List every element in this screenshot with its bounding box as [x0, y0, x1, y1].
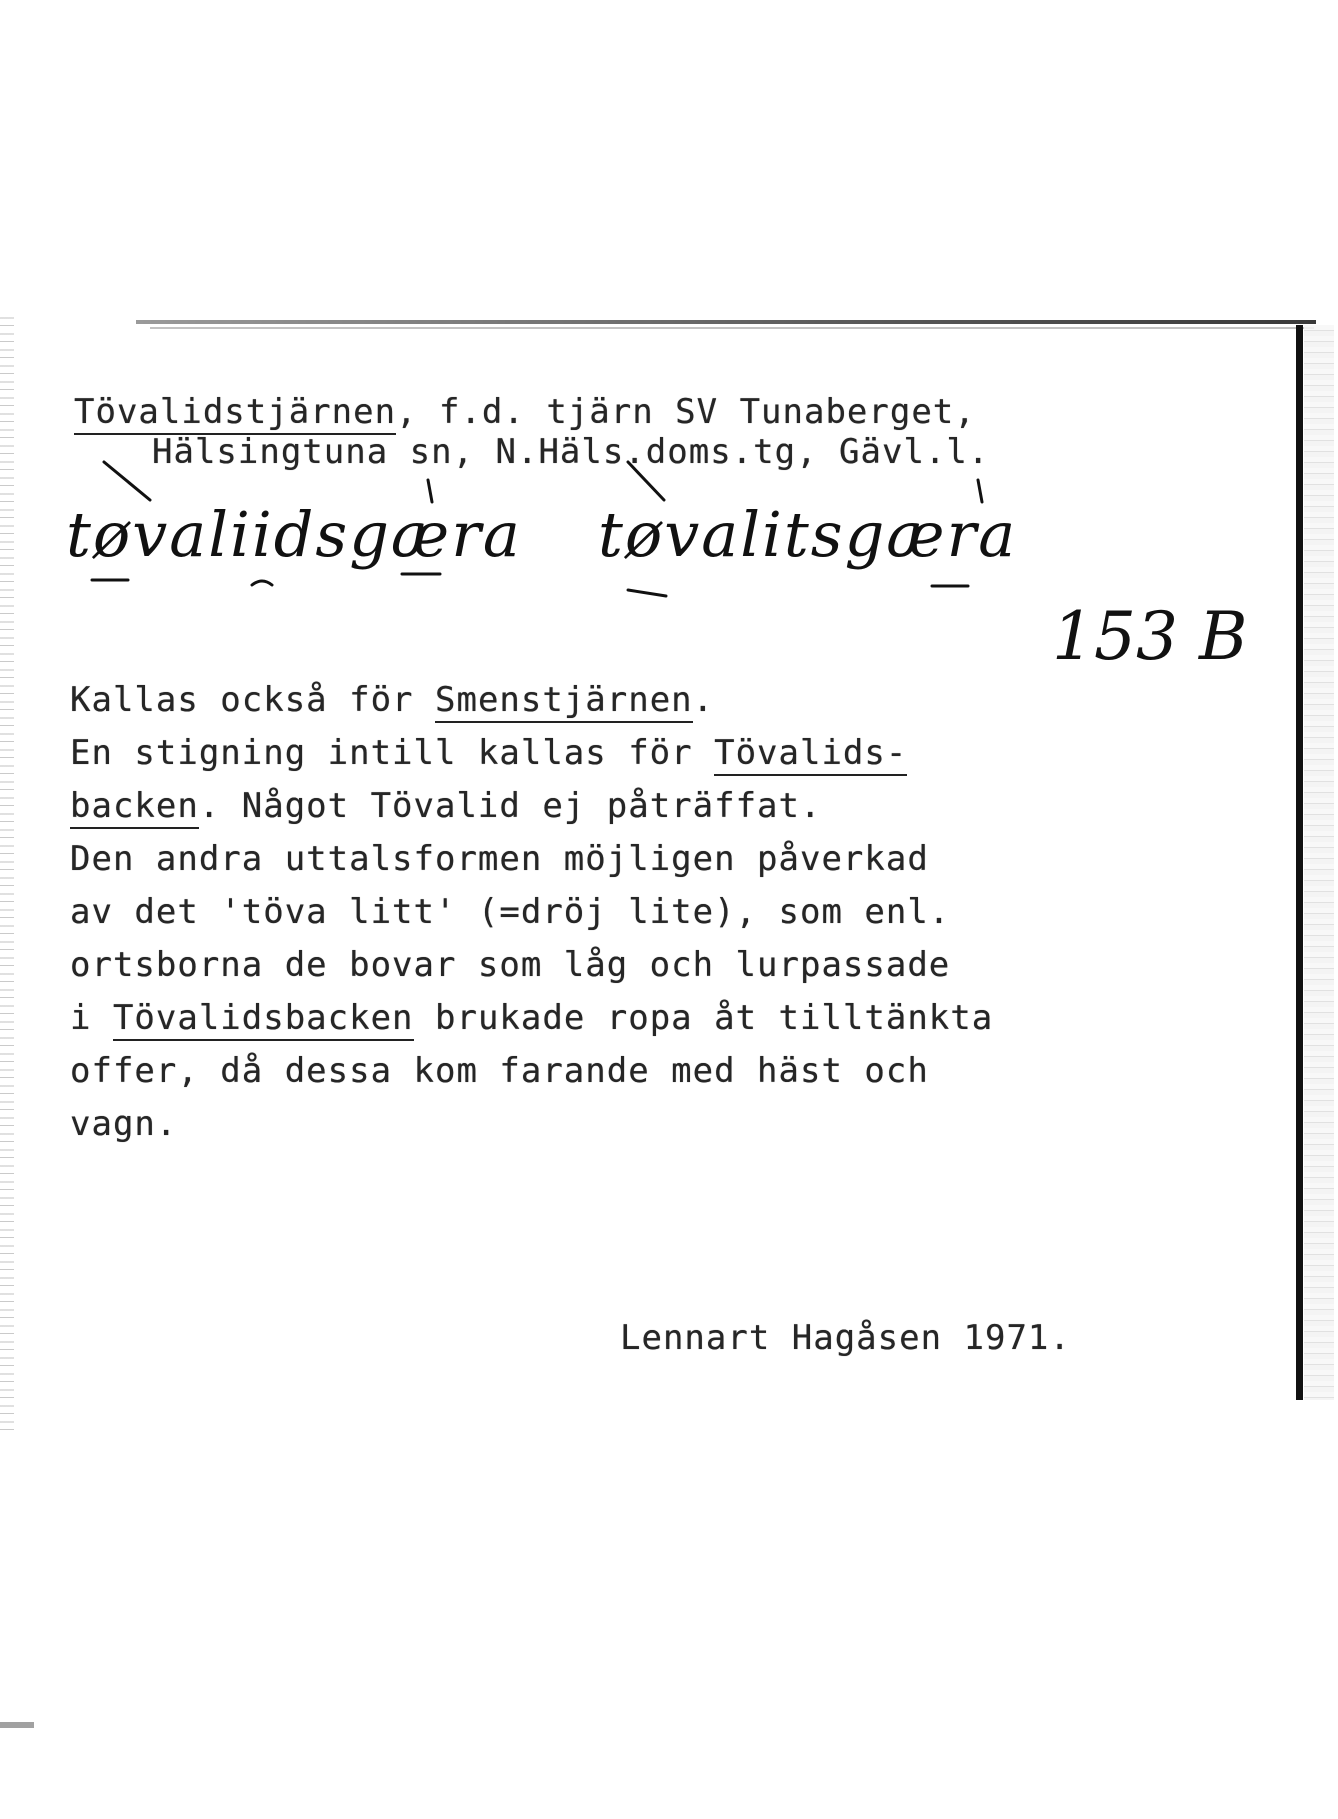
parish-location: sn, N.Häls.doms.tg, Gävl.l. [388, 432, 990, 472]
body-line-6: ortsborna de bovar som låg och lurpassade [70, 945, 951, 985]
body-text: . [692, 680, 715, 720]
body-line-4: Den andra uttalsformen möjligen påverkad [70, 839, 929, 879]
heading-line-2 [152, 432, 989, 472]
body-text: i [70, 998, 113, 1038]
body-line-8: offer, då dessa kom farande med häst och [70, 1051, 929, 1091]
card-number: 153 B [1052, 598, 1248, 675]
card-right-edge-shadow [1304, 325, 1334, 1400]
name-tovalidsbacken-part1: Tövalids- [714, 733, 907, 776]
card-top-edge [136, 320, 1316, 324]
alt-name-smenstjarnen: Smenstjärnen [435, 680, 693, 723]
body-line-9: vagn. [70, 1104, 178, 1144]
body-line-5: av det 'töva litt' (=dröj lite), som enl. [70, 892, 951, 932]
pronunciation-form-1: tøvaliidsgæra [66, 498, 522, 571]
body-text: . Något Tövalid ej påträffat. [198, 786, 822, 826]
name-tovalidsbacken-part2: backen [70, 786, 199, 829]
body-line-3 [70, 786, 821, 826]
signature: Lennart Hagåsen 1971. [620, 1318, 1071, 1358]
pronunciation-form-2: tøvalitsgæra [598, 498, 1018, 571]
heading-line-1 [74, 392, 976, 432]
body-line-7 [70, 998, 993, 1038]
place-name: Tövalidstjärnen [74, 392, 396, 435]
body-line-1 [70, 680, 714, 720]
scan-edge-mark [0, 1722, 34, 1728]
body-line-2 [70, 733, 907, 773]
heading-description: , f.d. tjärn SV Tunaberget, [396, 392, 976, 432]
body-text: Kallas också för [70, 680, 435, 720]
body-text: En stigning intill kallas för [70, 733, 715, 773]
parish-name: Hälsingtuna [152, 432, 389, 472]
stress-mark [104, 462, 150, 500]
body-text: brukade ropa åt tilltänkta [413, 998, 994, 1038]
card-right-edge [1296, 325, 1303, 1400]
name-tovalidsbacken: Tövalidsbacken [113, 998, 414, 1041]
card-top-edge-shadow [150, 327, 1314, 329]
scan-edge-noise [0, 310, 14, 1430]
length-mark [628, 590, 666, 596]
tilde-mark [252, 581, 272, 585]
